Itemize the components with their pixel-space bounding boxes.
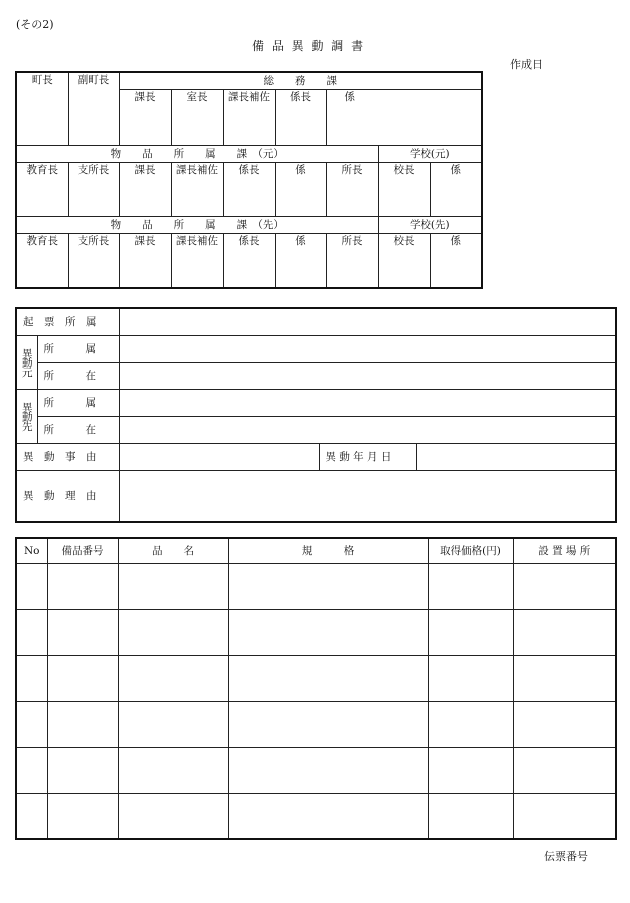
to-dept-label: 所 属 [37,389,119,416]
table-cell[interactable] [118,563,228,609]
header-location: 設 置 場 所 [513,538,616,563]
header-no: No [16,538,47,563]
stamp-cell[interactable]: 課長補佐 [171,163,223,217]
table-cell[interactable] [47,655,118,701]
stamp-cell[interactable]: 係長 [223,163,275,217]
stamp-cell[interactable]: 所長 [326,234,378,288]
table-cell[interactable] [118,701,228,747]
issuing-dept-label: 起 票 所 属 [16,308,119,335]
table-cell[interactable] [428,701,513,747]
issuing-dept-field[interactable] [119,308,616,335]
reason-matter-field[interactable] [119,443,319,470]
table-cell[interactable] [16,563,47,609]
table-cell[interactable] [47,793,118,839]
table-cell[interactable] [118,609,228,655]
town-head-cell: 町長 [16,72,68,146]
table-cell[interactable] [118,747,228,793]
to-dept-field[interactable] [119,389,616,416]
header-item-name: 品 名 [118,538,228,563]
stamp-cell[interactable]: 所長 [326,163,378,217]
part-label: (その2) [16,18,54,31]
table-cell[interactable] [428,747,513,793]
stamp-cell[interactable]: 係 [275,234,326,288]
stamp-cell[interactable]: 係長 [223,234,275,288]
origin-school-title: 学校(元) [378,146,482,163]
table-row [16,747,616,793]
table-cell[interactable] [513,609,616,655]
dest-school-title: 学校(先) [378,217,482,234]
stamp-cell[interactable]: 校長 [378,163,430,217]
table-row [16,701,616,747]
items-table [15,537,617,840]
stamp-cell[interactable]: 校長 [378,234,430,288]
stamp-cell[interactable]: 係 [430,163,482,217]
dept-title: 総 務 課 [119,72,482,90]
table-cell[interactable] [428,563,513,609]
table-row [16,793,616,839]
header-item-number: 備品番号 [47,538,118,563]
reason-matter-label: 異 動 事 由 [16,443,119,470]
table-cell[interactable] [228,701,428,747]
created-date-label: 作成日 [510,58,543,71]
stamp-cell[interactable]: 課長補佐 [223,90,275,146]
table-cell[interactable] [47,609,118,655]
from-dept-label: 所 属 [37,335,119,362]
stamp-cell[interactable]: 教育長 [16,163,68,217]
stamp-cell[interactable]: 支所長 [68,163,119,217]
table-cell[interactable] [118,793,228,839]
table-cell[interactable] [16,701,47,747]
stamp-cell[interactable]: 課長 [119,163,171,217]
stamp-cell[interactable]: 課長 [119,90,171,146]
dest-section-title: 物 品 所 属 課 （先） [16,217,378,234]
stamp-cell[interactable]: 課長 [119,234,171,288]
deputy-town-head-cell: 副町長 [68,72,119,146]
header-spec: 規 格 [228,538,428,563]
document-title: 備 品 異 動 調 書 [252,39,366,53]
table-cell[interactable] [228,793,428,839]
table-cell[interactable] [428,793,513,839]
stamp-cell[interactable]: 係 [326,90,482,146]
table-cell[interactable] [47,747,118,793]
table-cell[interactable] [228,609,428,655]
info-table [15,307,617,523]
transfer-date-field[interactable] [416,443,616,470]
table-cell[interactable] [513,655,616,701]
to-label: 異動先 [16,389,37,443]
table-cell[interactable] [428,655,513,701]
approval-table [15,71,483,289]
table-cell[interactable] [513,701,616,747]
table-cell[interactable] [16,609,47,655]
table-cell[interactable] [428,609,513,655]
stamp-cell[interactable]: 係長 [275,90,326,146]
table-cell[interactable] [513,563,616,609]
from-location-field[interactable] [119,362,616,389]
table-row [16,563,616,609]
slip-number-label: 伝票番号 [544,850,588,863]
origin-section-title: 物 品 所 属 課 （元） [16,146,378,163]
to-location-label: 所 在 [37,416,119,443]
table-cell[interactable] [118,655,228,701]
table-row [16,609,616,655]
stamp-cell[interactable]: 教育長 [16,234,68,288]
reason-label: 異 動 理 由 [16,470,119,522]
stamp-cell[interactable]: 係 [430,234,482,288]
from-dept-field[interactable] [119,335,616,362]
table-cell[interactable] [47,701,118,747]
table-cell[interactable] [16,655,47,701]
table-cell[interactable] [228,747,428,793]
table-row [16,655,616,701]
stamp-cell[interactable]: 係 [275,163,326,217]
from-location-label: 所 在 [37,362,119,389]
table-cell[interactable] [513,747,616,793]
from-label: 異動元 [16,335,37,389]
table-cell[interactable] [513,793,616,839]
reason-field[interactable] [119,470,616,522]
table-cell[interactable] [228,563,428,609]
stamp-cell[interactable]: 課長補佐 [171,234,223,288]
table-cell[interactable] [228,655,428,701]
table-cell[interactable] [16,747,47,793]
table-cell[interactable] [47,563,118,609]
header-price: 取得価格(円) [428,538,513,563]
stamp-cell[interactable]: 支所長 [68,234,119,288]
transfer-date-label: 異 動 年 月 日 [319,443,416,470]
stamp-cell[interactable]: 室長 [171,90,223,146]
to-location-field[interactable] [119,416,616,443]
table-cell[interactable] [16,793,47,839]
